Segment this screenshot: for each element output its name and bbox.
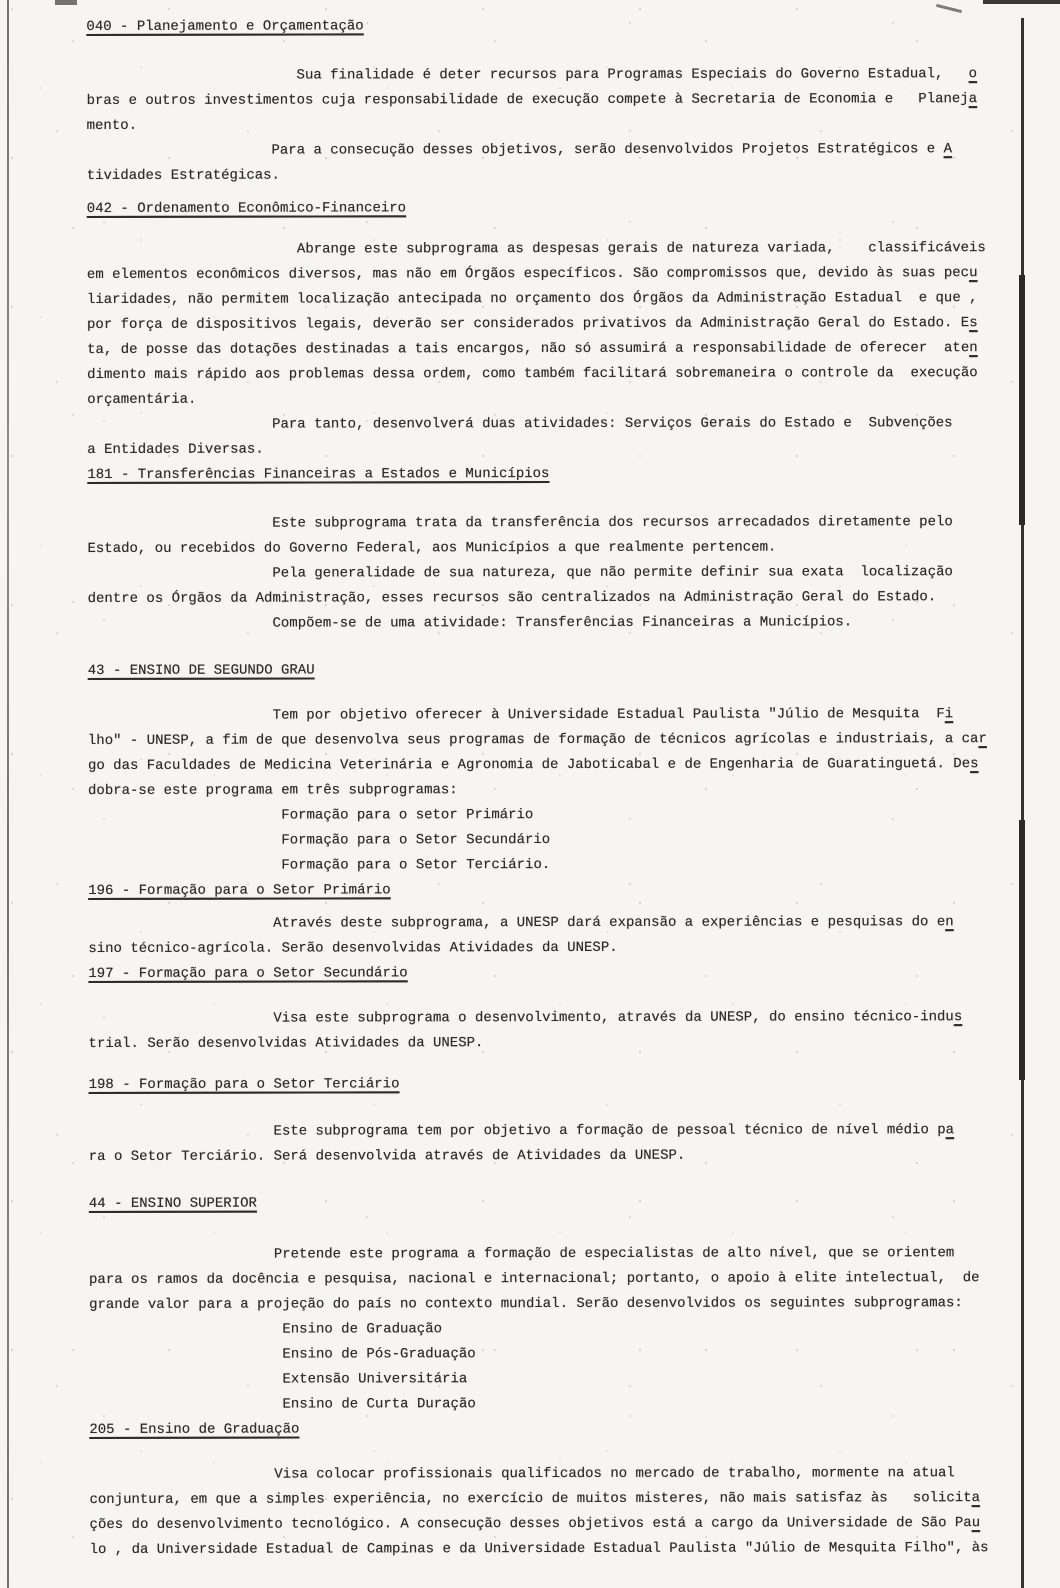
paragraph-line <box>90 1511 1030 1538</box>
paragraph-205-visa <box>89 1461 1029 1563</box>
section-heading-040: 040 - Planejamento e Orçamentação <box>86 18 364 35</box>
hyphen-continuation-mark: a <box>968 91 978 108</box>
line-text: Este subprograma tem por objetivo a formação de pessoal técnico de nível médio p <box>88 1122 946 1140</box>
line-text: lo , da Universidade Estadual de Campinas e da Universidade Estadual Paulista "Júlio de Mesquita Filho", às <box>89 1540 989 1558</box>
paragraph-line <box>88 610 1028 637</box>
line-text: sino técnico-agrícola. Serão desenvolvidas Atividades da UNESP. <box>88 939 618 957</box>
paragraph-line <box>88 910 1028 937</box>
paragraph-line <box>87 87 1027 114</box>
paragraph-040-consecucao <box>87 137 1027 189</box>
line-text: bras e outros investimentos cuja responsabilidade de execução compete à Secretaria de Economia e Planej <box>86 91 969 109</box>
line-text: Sua finalidade é deter recursos para Programas Especiais do Governo Estadual, <box>86 66 969 84</box>
line-text: Tem por objetivo oferecer à Universidade Estadual Paulista "Júlio de Mesquita F <box>87 706 945 724</box>
line-text: Formação para o Setor Secundário <box>88 832 551 849</box>
paragraph-line <box>89 1486 1029 1513</box>
list-item <box>88 852 1028 879</box>
paragraph-line <box>87 162 1027 189</box>
section-heading-205: 205 - Ensino de Graduação <box>89 1421 300 1438</box>
line-text: em elementos econômicos diversos, mas não em Órgãos específicos. São compromissos que, devido às suas pec <box>86 265 970 283</box>
line-text: Visa este subprograma o desenvolvimento, através da UNESP, do ensino técnico-indu <box>88 1009 954 1027</box>
paragraph-line <box>89 1266 1029 1293</box>
paragraph-line <box>89 1291 1029 1318</box>
line-text: Abrange este subprograma as despesas gerais de natureza variada, classificáveis <box>86 240 986 258</box>
line-text: go das Faculdades de Medicina Veterinária e Agronomia de Jaboticabal e de Engenharia de Guaratinguetá. De <box>87 756 971 774</box>
paragraph-line <box>87 112 1027 139</box>
section-heading-198: 198 - Formação para o Setor Terciário <box>88 1076 400 1093</box>
scan-artifact-mark <box>55 0 77 5</box>
paragraph-198-objetivo <box>89 1118 1029 1170</box>
line-text: dimento mais rápido aos problemas dessa ordem, como também facilitará sobremaneira o controle da execução <box>87 365 978 383</box>
paragraph-line <box>87 137 1027 164</box>
paragraph-44-pretende <box>89 1241 1029 1318</box>
hyphen-continuation-mark: u <box>969 265 978 282</box>
line-text: dobra-se este programa em três subprogramas: <box>87 782 458 799</box>
line-text: Para a consecução desses objetivos, serão desenvolvidos Projetos Estratégicos e <box>86 141 944 159</box>
line-text: ções do desenvolvimento tecnológico. A consecução desses objetivos está a cargo da Universidade de São Pa <box>89 1515 972 1533</box>
paragraph-line <box>89 1030 1029 1057</box>
hyphen-continuation-mark: n <box>969 340 978 357</box>
section-heading-181: 181 - Transferências Financeiras a Estados e Municípios <box>87 466 550 483</box>
paragraph-197-visa <box>88 1005 1028 1057</box>
paragraph-line <box>87 436 1027 463</box>
paragraph-line <box>87 236 1027 263</box>
line-text: Pretende este programa a formação de especialistas de alto nível, que se orientem <box>88 1245 955 1263</box>
paragraph-line <box>88 1005 1028 1032</box>
section-heading-44: 44 - ENSINO SUPERIOR <box>88 1195 257 1212</box>
hyphen-continuation-mark: A <box>943 141 953 158</box>
scan-artifact-mark <box>983 0 1060 4</box>
paragraph-line <box>88 752 1028 779</box>
paragraph-line <box>87 336 1027 363</box>
list-item <box>89 1341 1029 1368</box>
section-heading-042: 042 - Ordenamento Econômico-Financeiro <box>86 200 407 217</box>
line-text: Ensino de Graduação <box>89 1321 443 1338</box>
line-text: dentre os Órgãos da Administração, esses recursos são centralizados na Administração Geral do Estado. <box>87 589 937 607</box>
paragraph-042-abrange <box>87 236 1027 413</box>
paragraph-line <box>88 560 1028 587</box>
hyphen-continuation-mark: r <box>978 731 987 748</box>
line-text: Estado, ou recebidos do Governo Federal, aos Municípios a que realmente pertencem. <box>87 539 777 557</box>
list-item <box>88 802 1028 829</box>
hyphen-continuation-mark: s <box>953 1009 963 1026</box>
paragraph-line <box>88 727 1028 754</box>
hyphen-continuation-mark: i <box>944 706 954 723</box>
paragraph-line <box>87 286 1027 313</box>
hyphen-continuation-mark: a <box>945 1122 955 1139</box>
hyphen-continuation-mark: n <box>945 914 954 931</box>
list-item <box>89 1316 1029 1343</box>
paragraph-line <box>90 1536 1030 1563</box>
line-text: lho" - UNESP, a fim de que desenvolva seus programas de formação de técnicos agrícolas e industriais, a ca <box>87 731 979 749</box>
paragraph-line <box>89 1461 1029 1488</box>
paragraph-181-compoem <box>88 610 1028 637</box>
paragraph-line <box>89 1143 1029 1170</box>
line-text: grande valor para a projeção do país no contexto mundial. Serão desenvolvidos os seguintes subprogramas: <box>89 1295 963 1313</box>
line-text: Ensino de Curta Duração <box>89 1396 476 1413</box>
paragraph-line <box>87 510 1027 537</box>
list-subprogramas-segundo-grau <box>88 802 1028 879</box>
paragraph-181-generalidade <box>88 560 1028 612</box>
paragraph-line <box>87 535 1027 562</box>
list-item <box>89 1391 1029 1418</box>
paragraph-042-para-tanto <box>87 411 1027 463</box>
line-text: Compõem-se de uma atividade: Transferências Financeiras a Municípios. <box>87 614 853 632</box>
hyphen-continuation-mark: s <box>970 756 979 773</box>
paragraph-line <box>86 62 1026 89</box>
scan-artifact-mark <box>936 4 962 13</box>
line-text: Formação para o setor Primário <box>88 807 534 824</box>
list-subprogramas-ensino-superior <box>89 1316 1029 1418</box>
paragraph-43-objetivo <box>88 702 1028 804</box>
line-text: tividades Estratégicas. <box>86 167 280 184</box>
line-text: Formação para o Setor Terciário. <box>88 857 551 874</box>
section-heading-197: 197 - Formação para o Setor Secundário <box>88 965 408 982</box>
line-text: liaridades, não permitem localização antecipada no orçamento dos Órgãos da Administração Estadual e que , <box>86 290 978 308</box>
hyphen-continuation-mark: s <box>969 315 978 332</box>
scan-edge-line-left <box>7 0 9 1588</box>
paragraph-line <box>87 311 1027 338</box>
paragraph-line <box>87 361 1027 388</box>
hyphen-continuation-mark: o <box>968 66 978 83</box>
paragraph-181-trata <box>87 510 1027 562</box>
line-text: Pela generalidade de sua natureza, que não permite definir sua exata localização <box>87 564 953 582</box>
hyphen-continuation-mark: a <box>971 1490 981 1507</box>
paragraph-line <box>87 386 1027 413</box>
document-text-block <box>86 13 1029 1563</box>
paragraph-196-atraves <box>88 910 1028 962</box>
line-text: para os ramos da docência e pesquisa, nacional e internacional; portanto, o apoio à elite intelectual, de <box>89 1270 980 1288</box>
paragraph-line <box>87 411 1027 438</box>
line-text: Visa colocar profissionais qualificados no mercado de trabalho, mormente na atual <box>89 1465 955 1483</box>
line-text: por força de dispositivos legais, deverão ser considerados privativos da Administração Geral do Estado. E <box>87 315 970 333</box>
line-text: mento. <box>86 117 138 134</box>
line-text: Este subprograma trata da transferência dos recursos arrecadados diretamente pelo <box>87 514 953 532</box>
paragraph-040-finalidade <box>86 62 1026 139</box>
line-text: a Entidades Diversas. <box>87 441 264 458</box>
paragraph-line <box>89 1241 1029 1268</box>
paragraph-line <box>87 261 1027 288</box>
line-text: Ensino de Pós-Graduação <box>89 1346 476 1363</box>
paragraph-line <box>88 585 1028 612</box>
line-text: ta, de posse das dotações destinadas a tais encargos, não só assumirá a responsabilidade de oferecer ate <box>87 340 970 358</box>
line-text: orçamentária. <box>87 391 197 408</box>
hyphen-continuation-mark: u <box>971 1515 981 1532</box>
line-text: Para tanto, desenvolverá duas atividades: Serviços Gerais do Estado e Subvenções <box>87 415 953 433</box>
paragraph-line <box>88 702 1028 729</box>
line-text: Através deste subprograma, a UNESP dará expansão a experiências e pesquisas do e <box>88 914 946 932</box>
section-heading-43: 43 - ENSINO DE SEGUNDO GRAU <box>87 662 315 679</box>
list-item <box>88 827 1028 854</box>
paragraph-line <box>88 777 1028 804</box>
list-item <box>89 1366 1029 1393</box>
paragraph-line <box>88 935 1028 962</box>
line-text: Extensão Universitária <box>89 1371 468 1388</box>
paragraph-line <box>89 1118 1029 1145</box>
line-text: trial. Serão desenvolvidas Atividades da UNESP. <box>88 1035 484 1052</box>
line-text: ra o Setor Terciário. Será desenvolvida através de Atividades da UNESP. <box>88 1147 686 1165</box>
line-text: conjuntura, em que a simples experiência, no exercício de muitos misteres, não mais satisfaz às solicit <box>89 1490 972 1508</box>
section-heading-196: 196 - Formação para o Setor Primário <box>88 882 391 899</box>
